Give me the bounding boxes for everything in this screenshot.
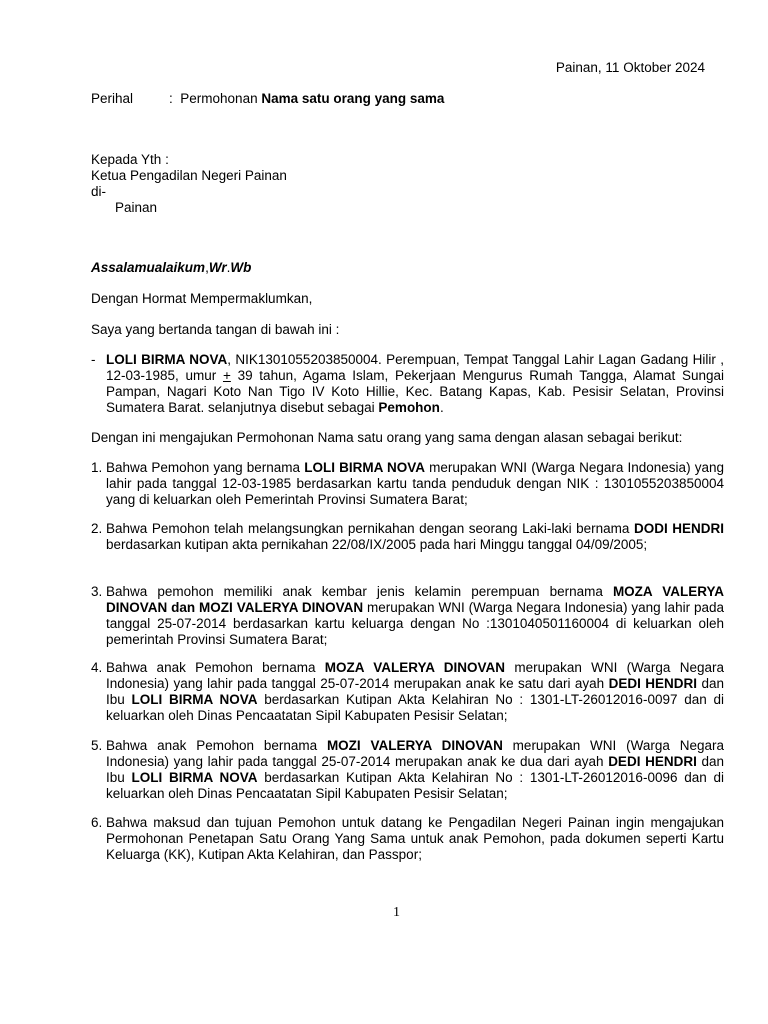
reason-item-4 — [91, 660, 724, 724]
item-bold: DODI HENDRI — [633, 521, 724, 536]
greeting-dot: . — [226, 260, 231, 275]
item-text-part: merupakan WNI (Warga Negara Indonesia) yang lahir pada tanggal 25-07-2014 merupakan anak ke dua dari ayah — [106, 738, 724, 769]
reason-item-5 — [91, 738, 724, 802]
item-bold: LOLI BIRMA NOVA — [304, 460, 425, 475]
address-line: di- — [91, 184, 107, 199]
item-number: 6. — [91, 815, 103, 830]
greeting-part: Assalamualaikum — [91, 260, 206, 275]
item-bold: MOZI VALERYA DINOVAN — [326, 738, 503, 753]
item-text-part: dan Ibu — [106, 676, 725, 707]
item-text-part: berdasarkan Kutipan Akta Kelahiran No : 1301-LT-26012016-0096 dan di keluarkan oleh Dinas Pencaatatan Sipil Kabupaten Pesisir Selatan; — [106, 770, 724, 801]
item-text — [106, 521, 724, 553]
item-bold: DEDI HENDRI — [608, 754, 697, 769]
item-text-part: merupakan WNI (Warga Negara Indonesia) yang lahir pada tanggal 12-03-1985 berdasarkan kartu tanda penduduk dengan NIK : 1301055203850004 yang di keluarkan oleh Pemerintah Provinsi Sumatera Barat; — [106, 460, 724, 507]
applicant-text — [106, 352, 724, 416]
applicant-text-part: , NIK1301055203850004. Perempuan, Tempat Tanggal Lahir Lagan Gadang Hilir , 12-03-1985, umur — [106, 352, 724, 383]
item-text-part: Bahwa maksud dan tujuan Pemohon untuk datang ke Pengadilan Negeri Painan ingin mengajukan Permohonan Penetapan Satu Orang Yang Sama untuk anak Pemohon, pada dokumen seperti Kartu Keluarga (KK), Kutipan Akta Kelahiran, dan Passpor; — [106, 815, 724, 862]
item-text-part: merupakan WNI (Warga Negara Indonesia) yang lahir pada tanggal 25-07-2014 merupakan anak ke satu dari ayah — [106, 660, 724, 691]
undersigned-paragraph: Saya yang bertanda tangan di bawah ini : — [91, 322, 340, 337]
address-line: Ketua Pengadilan Negeri Painan — [91, 168, 287, 183]
item-number: 4. — [91, 660, 103, 675]
item-number: 5. — [91, 738, 103, 753]
item-number: 2. — [91, 521, 103, 536]
reasons-intro: Dengan ini mengajukan Permohonan Nama satu orang yang sama dengan alasan sebagai berikut: — [91, 430, 683, 445]
item-text-part: Bahwa Pemohon telah melangsungkan pernikahan dengan seorang Laki-laki bernama — [106, 521, 634, 536]
plus-minus-symbol: + — [222, 368, 231, 383]
item-text-part: Bahwa anak Pemohon bernama — [106, 660, 325, 675]
item-text — [106, 815, 724, 863]
item-text-part: Bahwa anak Pemohon bernama — [106, 738, 327, 753]
item-number: 1. — [91, 460, 103, 475]
greeting-part: Wr — [208, 260, 227, 275]
item-text-part: berdasarkan kutipan akta pernikahan 22/08/IX/2005 pada hari Minggu tanggal 04/09/2005; — [106, 537, 648, 552]
item-bold: MOZA VALERYA DINOVAN dan MOZI VALERYA DINOVAN — [106, 584, 724, 615]
reason-item-1 — [91, 460, 724, 508]
subject-label: Perihal — [91, 91, 134, 106]
greeting-part: Wb — [230, 260, 252, 275]
item-text — [106, 738, 724, 802]
item-bold: MOZA VALERYA DINOVAN — [324, 660, 506, 675]
item-bold: DEDI HENDRI — [608, 676, 698, 691]
address-line: Painan — [115, 200, 158, 215]
item-text-part: Bahwa pemohon memiliki anak kembar jenis kelamin perempuan bernama — [106, 584, 613, 599]
place-date: Painan, 11 Oktober 2024 — [555, 60, 705, 75]
item-text-part: dan Ibu — [106, 754, 724, 785]
item-text-part: berdasarkan Kutipan Akta Kelahiran No : 1301-LT-26012016-0097 dan di keluarkan oleh Dinas Pencaatatan Sipil Kabupaten Pesisir Selatan; — [106, 692, 724, 723]
item-text-part: Bahwa Pemohon yang bernama — [106, 460, 305, 475]
recipient-address — [91, 152, 287, 216]
item-text — [106, 584, 724, 648]
item-bold: LOLI BIRMA NOVA — [131, 692, 258, 707]
reason-item-2 — [91, 521, 724, 553]
item-text — [106, 460, 724, 508]
reason-item-6 — [91, 815, 724, 863]
greeting-comma: , — [205, 260, 209, 275]
subject-line — [91, 91, 444, 107]
subject-prefix: Permohonan — [180, 91, 258, 106]
subject-separator: : — [169, 91, 173, 106]
address-line: Kepada Yth : — [91, 152, 169, 167]
opening-paragraph: Dengan Hormat Mempermaklumkan, — [91, 291, 313, 306]
applicant-text-part: 39 tahun, Agama Islam, Pekerjaan Mengurus Rumah Tangga, Alamat Sungai Pampan, Nagari Koto Nan Tigo IV Koto Hillie, Kec. Batang Kapas, Kab. Pesisir Selatan, Provinsi Sumatera Barat. selanjutnya disebut sebagai — [106, 368, 724, 415]
applicant-text-end: . — [439, 400, 444, 415]
reason-item-3 — [91, 584, 724, 648]
item-bold: LOLI BIRMA NOVA — [131, 770, 258, 785]
applicant-role: Pemohon — [378, 400, 440, 415]
item-number: 3. — [91, 584, 103, 599]
page-number: 1 — [393, 905, 400, 920]
item-text-part: merupakan WNI (Warga Negara Indonesia) yang lahir pada tanggal 25-07-2014 berdasarkan kartu keluarga dengan No :1301040501160004 di keluarkan oleh pemerintah Provinsi Sumatera Barat; — [106, 600, 725, 647]
bullet-dash: - — [91, 352, 96, 367]
greeting — [91, 260, 251, 276]
subject-bold: Nama satu orang yang sama — [261, 91, 445, 106]
applicant-details — [91, 352, 724, 416]
item-text — [106, 660, 724, 724]
applicant-name: LOLI BIRMA NOVA — [106, 352, 228, 367]
